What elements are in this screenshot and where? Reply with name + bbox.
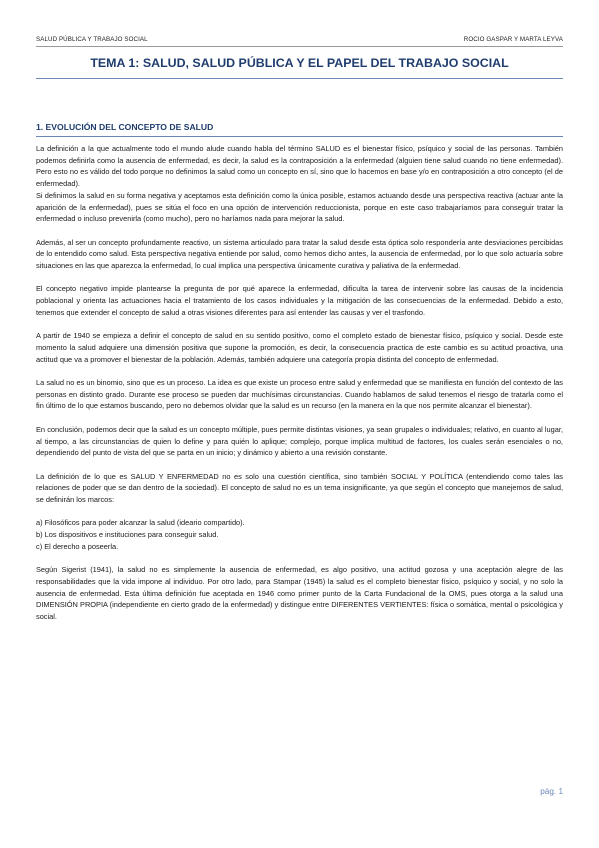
page-header xyxy=(36,36,563,47)
paragraph: La salud no es un binomio, sino que es un proceso. La idea es que existe un proceso entre salud y enfermedad que se manifiesta en función del contexto de las personas en distinto grado. Durante ese proceso se pueden dar muchísimas circunstancias. Cuando hablamos de salud tenemos el riesgo de tratarla como el fin último de lo que estamos buscando, pero no debemos olvidar que la salud es un recurso (en la manera en la que nos permite alcanzar el bienestar). xyxy=(36,378,563,411)
list-item: a) Filosóficos para poder alcanzar la salud (ideario compartido). xyxy=(36,518,245,528)
section-heading: 1. EVOLUCIÓN DEL CONCEPTO DE SALUD xyxy=(36,122,563,137)
paragraph: En conclusión, podemos decir que la salud es un concepto múltiple, pues permite distintas visiones, ya sean grupales o individuales; relativo, en cuanto al lugar, al tiempo, a las circunstancias de quien lo define y para quién lo aplique; complejo, porque implica multitud de factores, los cuales serán esenciales o no, dependiendo del punto de vista del que se parta en un inicio; y dinámico y abierto a una revisión constante. xyxy=(36,424,563,458)
body-text xyxy=(36,143,563,623)
list-item: b) Los dispositivos e instituciones para conseguir salud. xyxy=(36,530,219,540)
paragraph: Además, al ser un concepto profundamente reactivo, un sistema articulado para tratar la salud desde esta óptica solo respondería ante desviaciones percibidas de lo entendido como salud. Esta perspectiva negativa entiende por salud, como hemos dicho antes, la ausencia de enfermedad, por lo que solo actuaría sobre situaciones en las que aparezca la enfermedad, lo cual implica una perspectiva únicamente curativa y paliativa de la enfermedad. xyxy=(36,237,563,271)
paragraph: A partir de 1940 se empieza a definir el concepto de salud en su sentido positivo, como el completo estado de bienestar físico, psíquico y social. Desde este momento la salud adquiere una dimensión positiva que supone la promoción, es decir, la consecuencia practica de este cambio es su actitud proactiva, una actitud que va a promover el bienestar de la población. Además, también adquiere una categoría propia distinta del concepto de enfermedad. xyxy=(36,331,563,364)
list-item: c) El derecho a poseerla. xyxy=(36,541,119,551)
paragraph: La definición a la que actualmente todo el mundo alude cuando habla del término SALUD es el bienestar físico, psíquico y social de las personas. También podemos definirla como la ausencia de enfermedad, es decir, la salud es la contraposición a la enfermedad (alguien tiene salud cuando no tiene enfermedad). Pero esto no es válido del todo porque no definimos la salud como un concepto en sí, sino que lo hacemos en base y/o en contraposición a otro concepto (el de enfermedad). xyxy=(36,144,563,189)
header-left: SALUD PÚBLICA Y TRABAJO SOCIAL xyxy=(36,36,148,43)
paragraph: La definición de lo que es SALUD Y ENFERMEDAD no es solo una cuestión científica, sino también SOCIAL Y POLÍTICA (entendiendo como tales las relaciones de poder que se dan dentro de la sociedad). El concepto de salud no es un tema insignificante, ya que según el concepto que manejemos de salud, se definirán los marcos: xyxy=(36,471,563,504)
document-title: TEMA 1: SALUD, SALUD PÚBLICA Y EL PAPEL DEL TRABAJO SOCIAL xyxy=(36,56,563,79)
header-right: ROCIO GASPAR Y MARTA LEYVA xyxy=(463,36,563,43)
paragraph: Si definimos la salud en su forma negativa y aceptamos esta definición como la única posible, estamos actuando desde una perspectiva reactiva (actuar ante la aparición de la enfermedad), pues se sitúa el foco en una opción de intervención reduccionista, porque en este caso trabajaríamos para conseguir tratar la enfermedad o incluso prevenirla (como mucho), pero no haríamos nada para mejorar la salud. xyxy=(36,190,563,224)
frameworks-list xyxy=(36,517,563,552)
paragraph: Según Sigerist (1941), la salud no es simplemente la ausencia de enfermedad, es algo positivo, una actitud gozosa y una aceptación alegre de las responsabilidades que la vida impone al individuo. Por otro lado, para Stampar (1945) la salud es el completo bienestar físico, psíquico y social, y no solo la ausencia de enfermedad. Esta última definición fue aceptada en 1946 como primer punto de la Carta Fundacional de la OMS, pues otorga a la salud una DIMENSIÓN PROPIA (independiente en cierto grado de la enfermedad) y distingue entre DIFERENTES VERTIENTES: física o somática, mental o psicológica y social. xyxy=(36,565,563,621)
paragraph: El concepto negativo impide plantearse la pregunta de por qué aparece la enfermedad, dificulta la tarea de intervenir sobre las causas de la incidencia poblacional y orienta las actuaciones hacia el tratamiento de los casos individuales y la mitigación de las consecuencias de la enfermedad. Debido a esto, tenemos que extender el concepto de salud a otras visiones diferentes para así entender las causas y ver el trasfondo. xyxy=(36,284,563,317)
page-number: pág. 1 xyxy=(540,787,563,796)
